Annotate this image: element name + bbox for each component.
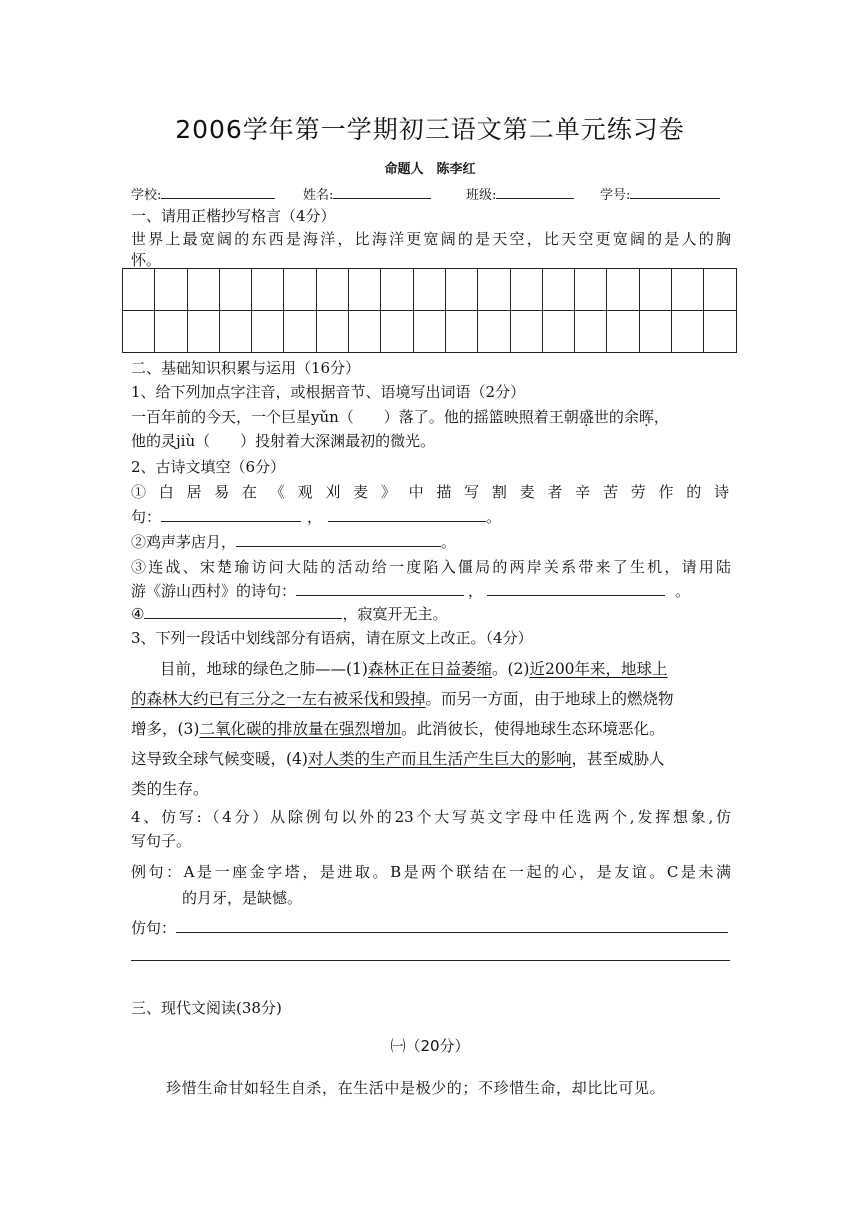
grid-cell[interactable] [123, 269, 155, 311]
section3-heading: 三、现代文阅读(38分) [131, 999, 282, 1017]
grid-cell[interactable] [672, 269, 704, 311]
grid-cell[interactable] [187, 269, 219, 311]
dotted-char: 盛 [578, 408, 594, 426]
name-field [303, 184, 431, 203]
answer-line-2[interactable] [131, 960, 730, 961]
grid-cell[interactable] [639, 269, 671, 311]
grid-cell[interactable] [445, 311, 477, 353]
grid-row [123, 311, 737, 353]
grid-cell[interactable] [607, 269, 639, 311]
q1-text-a: 一百年前的今天，一个巨星yǔn（ ）落了。他的摇篮映照着王朝 [131, 408, 579, 426]
q2-item1-line1: ①白居易在《观刈麦》中描写割麦者辛苦劳作的诗 [131, 483, 731, 501]
reading-paragraph-1: 珍惜生命甘如轻生自杀，在生活中是极少的；不珍惜生命，却比比可见。 [166, 1079, 666, 1097]
grid-cell[interactable] [349, 269, 381, 311]
grid-cell[interactable] [639, 311, 671, 353]
underlined-phrase: 对人类的生产而且生活产生巨大的影响 [307, 750, 572, 768]
q3-text: 增多，(3) [131, 720, 200, 738]
answer-blank[interactable] [296, 582, 464, 596]
q1-line-1 [131, 406, 731, 427]
section1-heading: 一、请用正楷抄写格言（4分） [131, 207, 336, 225]
q3-text: 。而另一方面，由于地球上的燃烧物 [425, 690, 674, 708]
dotted-char: 晖 [638, 408, 654, 426]
q4-answer-label: 仿句： [131, 919, 177, 937]
answer-blank[interactable] [176, 919, 728, 933]
q2-item1-comma: ， [307, 508, 323, 526]
grid-cell[interactable] [575, 311, 607, 353]
motto-line-2: 怀。 [131, 251, 162, 269]
school-label: 学校: [131, 188, 162, 203]
q1-text-b: 世的余 [593, 408, 639, 426]
motto-line-1: 世界上最宽阔的东西是海洋，比海洋更宽阔的是天空，比天空更宽阔的是人的胸 [131, 230, 731, 248]
student-id-field [600, 184, 720, 203]
q2-item2-end: 。 [441, 533, 457, 551]
answer-blank[interactable] [144, 605, 342, 619]
underlined-phrase: 近200年来，地球上 [529, 660, 668, 678]
grid-cell[interactable] [575, 269, 607, 311]
q2-item2-prefix: ②鸡声茅店月， [131, 533, 237, 551]
answer-blank[interactable] [161, 508, 301, 522]
grid-cell[interactable] [510, 311, 542, 353]
q3-text: 这导致全球气候变暖，(4) [131, 750, 308, 768]
q2-item3-line2 [131, 580, 731, 601]
grid-row [123, 269, 737, 311]
student-id-label: 学号: [600, 188, 631, 203]
q2-heading: 2、古诗文填空（6分） [131, 458, 286, 476]
q1-text-c: ， [653, 408, 669, 426]
page-title: 2006学年第一学期初三语文第二单元练习卷 [175, 115, 685, 144]
q2-item1-line2 [131, 506, 731, 527]
q2-item4 [131, 603, 731, 624]
grid-cell[interactable] [219, 269, 251, 311]
name-blank[interactable] [333, 185, 431, 199]
q4-example-line1: 例句：A是一座金字塔，是进取。B是两个联结在一起的心，是友谊。C是未满 [131, 863, 731, 881]
q3-text: ，甚至威胁人 [571, 750, 665, 768]
q4-heading-line2: 写句子。 [131, 832, 192, 850]
q2-item3-line1: ③连战、宋楚瑜访问大陆的活动给一度陷入僵局的两岸关系带来了生机，请用陆 [131, 558, 731, 576]
grid-cell[interactable] [478, 269, 510, 311]
class-blank[interactable] [496, 185, 574, 199]
q1-heading: 1、给下列加点字注音，或根据音节、语境写出词语（2分） [131, 383, 526, 401]
class-label: 班级: [466, 188, 497, 203]
underlined-phrase: 二氧化碳的排放量在强烈增加 [199, 720, 401, 738]
q2-item3-comma: ， [468, 582, 484, 600]
q3-para-line4 [131, 747, 731, 769]
underlined-phrase: 的森林大约已有三分之一左右被采伐和毁掉 [131, 690, 426, 708]
grid-cell[interactable] [123, 311, 155, 353]
grid-cell[interactable] [704, 269, 736, 311]
grid-cell[interactable] [316, 269, 348, 311]
grid-cell[interactable] [284, 269, 316, 311]
grid-cell[interactable] [607, 311, 639, 353]
grid-cell[interactable] [381, 269, 413, 311]
school-field [131, 184, 275, 203]
grid-cell[interactable] [316, 311, 348, 353]
q3-text: 目前，地球的绿色之肺——(1) [160, 660, 368, 678]
grid-cell[interactable] [155, 311, 187, 353]
grid-cell[interactable] [219, 311, 251, 353]
q4-answer-line [131, 917, 731, 938]
grid-cell[interactable] [672, 311, 704, 353]
school-blank[interactable] [161, 185, 275, 199]
grid-cell[interactable] [542, 311, 574, 353]
grid-cell[interactable] [252, 269, 284, 311]
answer-blank[interactable] [487, 582, 665, 596]
q4-heading-line1: 4、仿写:（4分）从除例句以外的23个大写英文字母中任选两个,发挥想象,仿 [131, 808, 731, 826]
grid-cell[interactable] [704, 311, 736, 353]
q3-para-line3 [131, 717, 731, 739]
answer-blank[interactable] [236, 533, 441, 547]
grid-cell[interactable] [187, 311, 219, 353]
grid-cell[interactable] [510, 269, 542, 311]
q3-text: 。(2) [491, 660, 530, 678]
section2-heading: 二、基础知识积累与运用（16分） [131, 359, 361, 377]
q1-line-2: 他的灵jiù（ ）投射着大深渊最初的微光。 [131, 432, 436, 450]
q2-item4-prefix: ④ [131, 605, 145, 623]
q4-example-line2: 的月牙，是缺憾。 [182, 889, 303, 907]
q3-para-line2 [131, 687, 731, 709]
grid-cell[interactable] [542, 269, 574, 311]
q3-heading: 3、下列一段话中划线部分有语病，请在原文上改正。（4分） [131, 629, 533, 647]
q3-text: 。此消彼长，使得地球生态环境恶化。 [400, 720, 665, 738]
q2-item3-end: 。 [675, 582, 691, 600]
grid-cell[interactable] [478, 311, 510, 353]
underlined-phrase: 森林正在日益萎缩 [367, 660, 492, 678]
answer-blank[interactable] [328, 508, 486, 522]
q2-item4-suffix: ，寂寞开无主。 [342, 605, 448, 623]
grid-cell[interactable] [413, 269, 445, 311]
name-label: 姓名: [303, 188, 334, 203]
q3-para-line1 [160, 657, 731, 679]
reading-subheading: ㈠（20分） [390, 1037, 470, 1055]
grid-cell[interactable] [413, 311, 445, 353]
class-field [466, 184, 574, 203]
grid-cell[interactable] [349, 311, 381, 353]
grid-cell[interactable] [155, 269, 187, 311]
q2-item1-prefix: 句： [131, 508, 162, 526]
q2-item3-prefix: 游《游山西村》的诗句： [131, 582, 297, 600]
q2-item2 [131, 531, 731, 552]
q3-para-line5: 类的生存。 [131, 780, 209, 798]
grid-cell[interactable] [445, 269, 477, 311]
copy-grid[interactable] [122, 268, 737, 353]
grid-cell[interactable] [284, 311, 316, 353]
student-id-blank[interactable] [630, 185, 720, 199]
q2-item1-end: 。 [486, 508, 502, 526]
grid-cell[interactable] [252, 311, 284, 353]
author-line: 命题人 陈李红 [384, 162, 476, 177]
grid-cell[interactable] [381, 311, 413, 353]
